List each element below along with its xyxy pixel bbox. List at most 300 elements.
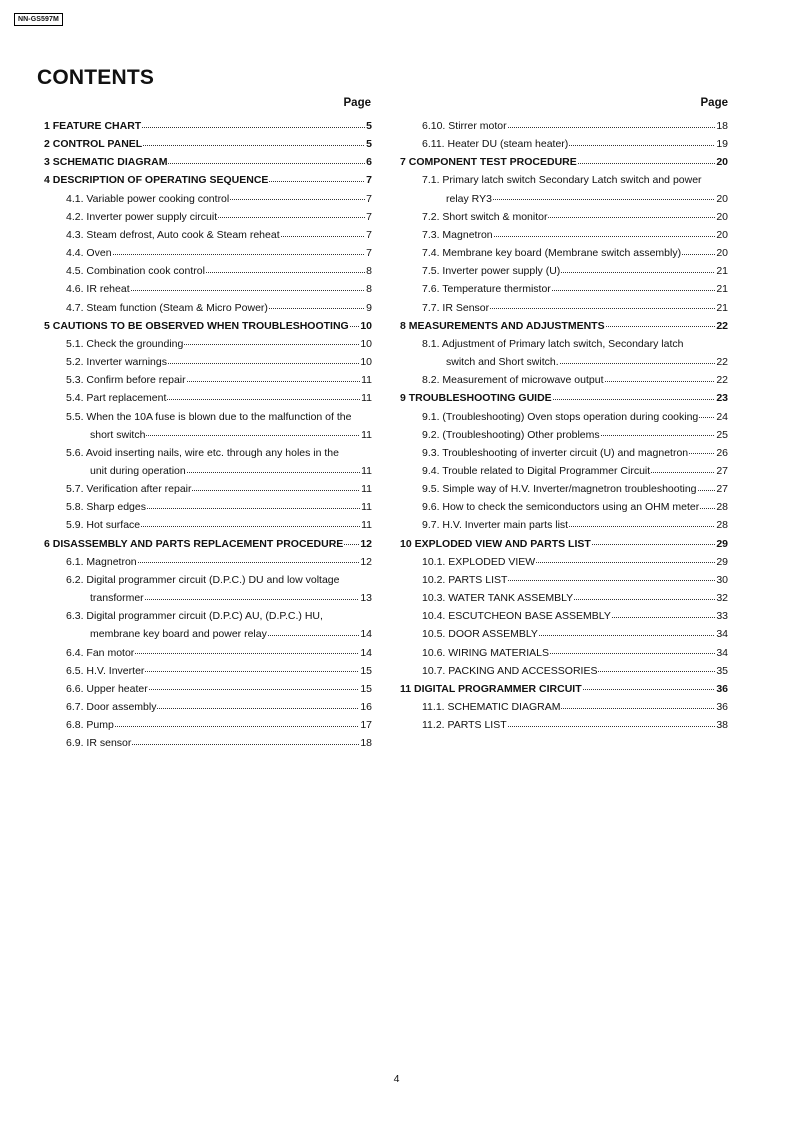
dot-leader bbox=[132, 744, 359, 745]
dot-leader bbox=[187, 472, 360, 473]
toc-entry-title: 7.6. Temperature thermistor bbox=[422, 283, 551, 296]
toc-subsection[interactable] bbox=[44, 190, 372, 208]
toc-line bbox=[400, 153, 728, 171]
dot-leader bbox=[689, 453, 715, 454]
model-number-tag: NN-GS597M bbox=[14, 13, 63, 26]
toc-line bbox=[66, 607, 372, 625]
toc-subsection[interactable] bbox=[400, 444, 728, 462]
toc-page-number: 21 bbox=[716, 283, 728, 296]
toc-page-number: 11 bbox=[361, 428, 372, 441]
toc-line bbox=[422, 662, 728, 680]
toc-entry-title-continued: switch and Short switch. bbox=[446, 356, 559, 369]
dot-leader bbox=[115, 726, 359, 727]
toc-subsection[interactable] bbox=[44, 299, 372, 317]
dot-leader bbox=[143, 145, 365, 146]
toc-page-number: 15 bbox=[360, 664, 372, 677]
dot-leader bbox=[494, 236, 716, 237]
toc-entry-title: 5.6. Avoid inserting nails, wire etc. through any holes in the bbox=[66, 446, 339, 459]
dot-leader bbox=[574, 599, 715, 600]
toc-entry-title: 4.1. Variable power cooking control bbox=[66, 192, 230, 205]
toc-entry-title: 9.2. (Troubleshooting) Other problems bbox=[422, 428, 600, 441]
toc-entry-title: 10 EXPLODED VIEW AND PARTS LIST bbox=[400, 537, 591, 550]
dot-leader bbox=[592, 544, 716, 545]
dot-leader bbox=[606, 326, 716, 327]
toc-entry-title: 5.2. Inverter warnings bbox=[66, 356, 167, 369]
toc-subsection[interactable] bbox=[44, 389, 372, 407]
toc-line bbox=[422, 480, 728, 498]
dot-leader bbox=[569, 145, 715, 146]
toc-line bbox=[66, 662, 372, 680]
toc-line bbox=[422, 299, 728, 317]
toc-subsection[interactable] bbox=[400, 553, 728, 571]
toc-subsection[interactable] bbox=[44, 262, 372, 280]
toc-entry-title: 9.3. Troubleshooting of inverter circuit (U) and magnetron bbox=[422, 446, 689, 459]
dot-leader bbox=[142, 127, 365, 128]
dot-leader bbox=[699, 417, 715, 418]
toc-line bbox=[66, 299, 372, 317]
toc-line bbox=[422, 444, 728, 462]
toc-subsection[interactable] bbox=[44, 698, 372, 716]
toc-subsection[interactable] bbox=[400, 335, 728, 371]
toc-page-number: 11 bbox=[361, 519, 372, 532]
toc-entry-title: 10.6. WIRING MATERIALS bbox=[422, 646, 549, 659]
toc-line bbox=[66, 571, 372, 589]
toc-page-number: 8 bbox=[366, 283, 372, 296]
toc-page-number: 27 bbox=[716, 483, 728, 496]
toc-subsection[interactable] bbox=[400, 371, 728, 389]
toc-line bbox=[422, 408, 728, 426]
toc-entry-title: 6 DISASSEMBLY AND PARTS REPLACEMENT PROCEDURE bbox=[44, 537, 344, 550]
toc-section[interactable] bbox=[44, 317, 372, 335]
dot-leader bbox=[561, 708, 715, 709]
toc-page-number: 10 bbox=[360, 337, 372, 350]
toc-line bbox=[66, 244, 372, 262]
toc-entry-title: 6.5. H.V. Inverter bbox=[66, 664, 145, 677]
toc-page-number: 28 bbox=[716, 519, 728, 532]
dot-leader bbox=[493, 199, 715, 200]
toc-entry-title: 6.2. Digital programmer circuit (D.P.C.) DU and low voltage bbox=[66, 573, 340, 586]
dot-leader bbox=[553, 399, 716, 400]
toc-entry-title: 9.6. How to check the semiconductors using an OHM meter bbox=[422, 501, 700, 514]
page-column-header: Page bbox=[700, 97, 728, 109]
dot-leader bbox=[682, 254, 715, 255]
dot-leader bbox=[206, 272, 365, 273]
toc-line bbox=[422, 462, 728, 480]
toc-page-number: 5 bbox=[366, 120, 372, 132]
toc-line bbox=[66, 353, 372, 371]
toc-line bbox=[44, 117, 372, 135]
toc-line bbox=[422, 571, 728, 589]
toc-page-number: 14 bbox=[360, 646, 372, 659]
toc-line bbox=[44, 135, 372, 153]
toc-page-number: 7 bbox=[366, 210, 372, 223]
dot-leader bbox=[698, 490, 716, 491]
toc-line bbox=[66, 444, 372, 462]
toc-entry-title-continued: transformer bbox=[90, 592, 144, 605]
toc-entry-title: 4.4. Oven bbox=[66, 247, 112, 260]
toc-subsection[interactable] bbox=[400, 208, 728, 226]
toc-line bbox=[422, 335, 728, 353]
dot-leader bbox=[490, 308, 715, 309]
dot-leader bbox=[269, 181, 365, 182]
dot-leader bbox=[508, 580, 715, 581]
toc-subsection[interactable] bbox=[400, 662, 728, 680]
toc-entry-title: 5.8. Sharp edges bbox=[66, 501, 146, 514]
toc-entry-title: 9.5. Simple way of H.V. Inverter/magnetron troubleshooting bbox=[422, 483, 697, 496]
toc-page-number: 33 bbox=[716, 610, 728, 623]
toc-entry-title: 9.1. (Troubleshooting) Oven stops operation during cooking bbox=[422, 410, 699, 423]
toc-line bbox=[400, 317, 728, 335]
toc-line bbox=[66, 716, 372, 734]
toc-subsection[interactable] bbox=[44, 498, 372, 516]
toc-entry-title: 5 CAUTIONS TO BE OBSERVED WHEN TROUBLESHOOTING bbox=[44, 319, 349, 332]
toc-line bbox=[422, 117, 728, 135]
toc-entry-title: 7.4. Membrane key board (Membrane switch assembly) bbox=[422, 247, 682, 260]
toc-subsection[interactable] bbox=[44, 553, 372, 571]
toc-entry-title: 6.4. Fan motor bbox=[66, 646, 135, 659]
toc-entry-title: 4.7. Steam function (Steam & Micro Power) bbox=[66, 301, 268, 314]
toc-entry-title: 6.7. Door assembly bbox=[66, 701, 157, 713]
toc-entry-title: 7 COMPONENT TEST PROCEDURE bbox=[400, 156, 577, 169]
dot-leader bbox=[552, 290, 716, 291]
toc-line bbox=[422, 625, 728, 643]
dot-leader bbox=[157, 708, 359, 709]
toc-page-number: 18 bbox=[716, 120, 728, 132]
toc-subsection[interactable] bbox=[44, 680, 372, 698]
dot-leader bbox=[138, 562, 360, 563]
toc-subsection[interactable] bbox=[44, 371, 372, 389]
toc-entry-title: 1 FEATURE CHART bbox=[44, 120, 142, 132]
dot-leader bbox=[560, 363, 716, 364]
toc-entry-title: 4.5. Combination cook control bbox=[66, 265, 205, 278]
toc-section[interactable] bbox=[44, 153, 372, 171]
toc-entry-title: 4.6. IR reheat bbox=[66, 283, 130, 296]
toc-section[interactable] bbox=[400, 389, 728, 407]
dot-leader bbox=[147, 508, 360, 509]
toc-entry-title: 6.11. Heater DU (steam heater) bbox=[422, 138, 569, 151]
toc-page-number: 13 bbox=[360, 592, 372, 605]
toc-entry-title: 10.2. PARTS LIST bbox=[422, 573, 508, 586]
page-title: CONTENTS bbox=[37, 66, 155, 89]
toc-page-number: 9 bbox=[366, 301, 372, 314]
toc-page-number: 29 bbox=[716, 555, 728, 568]
dot-leader bbox=[145, 671, 359, 672]
toc-entry-title: 9.7. H.V. Inverter main parts list bbox=[422, 519, 569, 532]
toc-entry-title-continued: unit during operation bbox=[90, 464, 186, 477]
toc-subsection[interactable] bbox=[44, 280, 372, 298]
dot-leader bbox=[135, 653, 359, 654]
toc-section[interactable] bbox=[400, 317, 728, 335]
dot-leader bbox=[601, 435, 716, 436]
toc-page-number: 12 bbox=[360, 537, 372, 550]
toc-line bbox=[44, 171, 372, 189]
toc-entry-title: 5.9. Hot surface bbox=[66, 519, 141, 532]
toc-page-number: 34 bbox=[716, 646, 728, 659]
toc-entry-title: 6.10. Stirrer motor bbox=[422, 120, 507, 132]
toc-line bbox=[66, 589, 372, 607]
toc-line bbox=[66, 480, 372, 498]
toc-page-number: 36 bbox=[716, 701, 728, 713]
toc-line bbox=[422, 516, 728, 534]
toc-line bbox=[66, 426, 372, 444]
toc-entry-title: 5.7. Verification after repair bbox=[66, 483, 192, 496]
toc-entry-title: 5.1. Check the grounding bbox=[66, 337, 184, 350]
dot-leader bbox=[230, 199, 365, 200]
dot-leader bbox=[536, 562, 715, 563]
toc-entry-title: 5.5. When the 10A fuse is blown due to the malfunction of the bbox=[66, 410, 352, 423]
toc-subsection[interactable] bbox=[400, 625, 728, 643]
toc-page-number: 32 bbox=[716, 592, 728, 605]
toc-subsection[interactable] bbox=[400, 698, 728, 716]
toc-page-number: 17 bbox=[360, 719, 372, 732]
toc-subsection[interactable] bbox=[400, 516, 728, 534]
toc-entry-title: 10.1. EXPLODED VIEW bbox=[422, 555, 536, 568]
toc-entry-title: 11 DIGITAL PROGRAMMER CIRCUIT bbox=[400, 682, 582, 695]
toc-line bbox=[422, 716, 728, 734]
toc-subsection[interactable] bbox=[44, 734, 372, 752]
toc-column-left bbox=[44, 95, 372, 752]
toc-entry-title: 10.3. WATER TANK ASSEMBLY bbox=[422, 592, 574, 605]
page-number: 4 bbox=[393, 1073, 400, 1085]
toc-list-right bbox=[400, 117, 728, 734]
toc-line bbox=[422, 426, 728, 444]
toc-page-number: 20 bbox=[716, 228, 728, 241]
toc-page-number: 21 bbox=[716, 301, 728, 314]
toc-entry-title: 8 MEASUREMENTS AND ADJUSTMENTS bbox=[400, 319, 605, 332]
page-column-header: Page bbox=[343, 97, 371, 109]
dot-leader bbox=[218, 217, 365, 218]
toc-page-number: 15 bbox=[360, 682, 372, 695]
toc-page-number: 12 bbox=[360, 555, 372, 568]
dot-leader bbox=[605, 381, 716, 382]
toc-line bbox=[422, 607, 728, 625]
toc-line bbox=[400, 680, 728, 698]
toc-page-number: 20 bbox=[716, 247, 728, 260]
toc-subsection[interactable] bbox=[44, 607, 372, 643]
dot-leader bbox=[131, 290, 366, 291]
toc-page-number: 5 bbox=[366, 138, 372, 151]
toc-entry-title: 6.1. Magnetron bbox=[66, 555, 137, 568]
toc-section[interactable] bbox=[400, 153, 728, 171]
toc-entry-title: 3 SCHEMATIC DIAGRAM bbox=[44, 156, 168, 169]
toc-page-number: 7 bbox=[366, 247, 372, 260]
toc-line bbox=[422, 135, 728, 153]
toc-page-number: 25 bbox=[716, 428, 728, 441]
toc-line bbox=[422, 353, 728, 371]
toc-subsection[interactable] bbox=[400, 607, 728, 625]
toc-subsection[interactable] bbox=[44, 444, 372, 480]
toc-page-number: 6 bbox=[366, 156, 372, 169]
toc-line bbox=[66, 644, 372, 662]
toc-subsection[interactable] bbox=[400, 280, 728, 298]
toc-subsection[interactable] bbox=[44, 244, 372, 262]
dot-leader bbox=[187, 381, 360, 382]
toc-entry-title: 7.2. Short switch & monitor bbox=[422, 210, 548, 223]
toc-subsection[interactable] bbox=[400, 498, 728, 516]
toc-page-number: 11 bbox=[361, 392, 372, 405]
toc-page-number: 7 bbox=[366, 174, 372, 187]
toc-entry-title: 8.2. Measurement of microwave output bbox=[422, 374, 604, 387]
toc-page-number: 20 bbox=[716, 156, 728, 169]
toc-subsection[interactable] bbox=[400, 589, 728, 607]
toc-subsection[interactable] bbox=[44, 516, 372, 534]
toc-line bbox=[422, 371, 728, 389]
dot-leader bbox=[550, 653, 715, 654]
toc-subsection[interactable] bbox=[400, 226, 728, 244]
toc-line bbox=[66, 498, 372, 516]
toc-subsection[interactable] bbox=[44, 480, 372, 498]
toc-page-number: 22 bbox=[716, 356, 728, 369]
toc-page-number: 29 bbox=[716, 537, 728, 550]
toc-entry-title: 6.6. Upper heater bbox=[66, 682, 148, 695]
toc-entry-title: 2 CONTROL PANEL bbox=[44, 138, 143, 151]
toc-page-number: 14 bbox=[360, 628, 372, 641]
toc-page-number: 11 bbox=[361, 483, 372, 496]
toc-subsection[interactable] bbox=[44, 644, 372, 662]
toc-subsection[interactable] bbox=[400, 571, 728, 589]
dot-leader bbox=[281, 236, 366, 237]
toc-entry-title: 11.1. SCHEMATIC DIAGRAM bbox=[422, 701, 561, 713]
toc-section[interactable] bbox=[44, 135, 372, 153]
toc-line bbox=[66, 625, 372, 643]
toc-page-number: 10 bbox=[360, 356, 372, 369]
toc-page-number: 35 bbox=[716, 664, 728, 677]
toc-entry-title: 5.3. Confirm before repair bbox=[66, 374, 186, 387]
toc-subsection[interactable] bbox=[44, 716, 372, 734]
toc-subsection[interactable] bbox=[400, 462, 728, 480]
dot-leader bbox=[149, 689, 360, 690]
toc-subsection[interactable] bbox=[44, 662, 372, 680]
dot-leader bbox=[508, 127, 716, 128]
toc-page-number: 19 bbox=[716, 138, 728, 151]
toc-subsection[interactable] bbox=[44, 408, 372, 444]
toc-page-number: 26 bbox=[716, 446, 728, 459]
toc-section[interactable] bbox=[400, 680, 728, 698]
toc-page-number: 21 bbox=[716, 265, 728, 278]
toc-line bbox=[66, 553, 372, 571]
toc-subsection[interactable] bbox=[400, 480, 728, 498]
toc-section[interactable] bbox=[44, 117, 372, 135]
toc-subsection[interactable] bbox=[400, 644, 728, 662]
toc-page-number: 23 bbox=[716, 392, 728, 405]
toc-page-number: 16 bbox=[360, 701, 372, 713]
toc-subsection[interactable] bbox=[400, 117, 728, 135]
toc-line bbox=[44, 535, 372, 553]
toc-column-right bbox=[400, 95, 728, 734]
toc-line bbox=[422, 589, 728, 607]
toc-subsection[interactable] bbox=[400, 408, 728, 426]
dot-leader bbox=[598, 671, 715, 672]
dot-leader bbox=[168, 363, 359, 364]
toc-line bbox=[66, 208, 372, 226]
toc-page-number: 30 bbox=[716, 573, 728, 586]
toc-line bbox=[422, 553, 728, 571]
toc-subsection[interactable] bbox=[44, 571, 372, 607]
toc-subsection[interactable] bbox=[400, 262, 728, 280]
toc-entry-title-continued: membrane key board and power relay bbox=[90, 628, 267, 641]
toc-subsection[interactable] bbox=[44, 226, 372, 244]
dot-leader bbox=[192, 490, 360, 491]
toc-entry-title: 7.3. Magnetron bbox=[422, 228, 493, 241]
toc-line bbox=[400, 535, 728, 553]
toc-entry-title: 5.4. Part replacement bbox=[66, 392, 167, 405]
toc-page-number: 22 bbox=[716, 319, 728, 332]
toc-line bbox=[422, 171, 728, 189]
toc-list-left bbox=[44, 117, 372, 752]
toc-section[interactable] bbox=[44, 171, 372, 189]
toc-entry-title: 7.5. Inverter power supply (U) bbox=[422, 265, 561, 278]
dot-leader bbox=[508, 726, 716, 727]
toc-subsection[interactable] bbox=[44, 208, 372, 226]
dot-leader bbox=[583, 689, 716, 690]
dot-leader bbox=[146, 435, 360, 436]
toc-entry-title: 6.9. IR sensor bbox=[66, 737, 132, 750]
toc-entry-title-continued: relay RY3 bbox=[446, 192, 492, 205]
toc-line bbox=[422, 190, 728, 208]
toc-subsection[interactable] bbox=[400, 135, 728, 153]
toc-entry-title: 4.3. Steam defrost, Auto cook & Steam reheat bbox=[66, 228, 280, 241]
dot-leader bbox=[700, 508, 715, 509]
toc-line bbox=[66, 190, 372, 208]
toc-entry-title: 4.2. Inverter power supply circuit bbox=[66, 210, 218, 223]
toc-entry-title: 7.7. IR Sensor bbox=[422, 301, 490, 314]
toc-subsection[interactable] bbox=[400, 171, 728, 207]
toc-line bbox=[66, 280, 372, 298]
dot-leader bbox=[569, 526, 715, 527]
toc-line bbox=[422, 208, 728, 226]
dot-leader bbox=[344, 544, 359, 545]
dot-leader bbox=[612, 617, 715, 618]
toc-page-number: 20 bbox=[716, 192, 728, 205]
dot-leader bbox=[269, 308, 365, 309]
toc-entry-title: 10.7. PACKING AND ACCESSORIES bbox=[422, 664, 598, 677]
dot-leader bbox=[651, 472, 715, 473]
dot-leader bbox=[113, 254, 366, 255]
toc-line bbox=[66, 698, 372, 716]
toc-line bbox=[422, 226, 728, 244]
toc-page-number: 28 bbox=[716, 501, 728, 514]
toc-subsection[interactable] bbox=[44, 353, 372, 371]
dot-leader bbox=[168, 163, 365, 164]
toc-page-number: 7 bbox=[366, 192, 372, 205]
toc-section[interactable] bbox=[400, 535, 728, 553]
dot-leader bbox=[350, 326, 360, 327]
toc-line bbox=[66, 226, 372, 244]
toc-section[interactable] bbox=[44, 535, 372, 553]
toc-subsection[interactable] bbox=[400, 426, 728, 444]
toc-line bbox=[66, 516, 372, 534]
toc-entry-title: 4 DESCRIPTION OF OPERATING SEQUENCE bbox=[44, 174, 269, 187]
toc-subsection[interactable] bbox=[44, 335, 372, 353]
toc-entry-title: 6.8. Pump bbox=[66, 719, 114, 732]
dot-leader bbox=[141, 526, 360, 527]
toc-page-number: 38 bbox=[716, 719, 728, 732]
toc-page-number: 34 bbox=[716, 628, 728, 641]
toc-subsection[interactable] bbox=[400, 244, 728, 262]
toc-line bbox=[422, 498, 728, 516]
toc-line bbox=[400, 389, 728, 407]
toc-subsection[interactable] bbox=[400, 299, 728, 317]
dot-leader bbox=[539, 635, 715, 636]
toc-subsection[interactable] bbox=[400, 716, 728, 734]
toc-line bbox=[66, 408, 372, 426]
toc-line bbox=[44, 153, 372, 171]
toc-page-number: 11 bbox=[361, 464, 372, 477]
toc-line bbox=[422, 244, 728, 262]
dot-leader bbox=[167, 399, 360, 400]
toc-line bbox=[422, 698, 728, 716]
toc-page-number: 18 bbox=[360, 737, 372, 750]
